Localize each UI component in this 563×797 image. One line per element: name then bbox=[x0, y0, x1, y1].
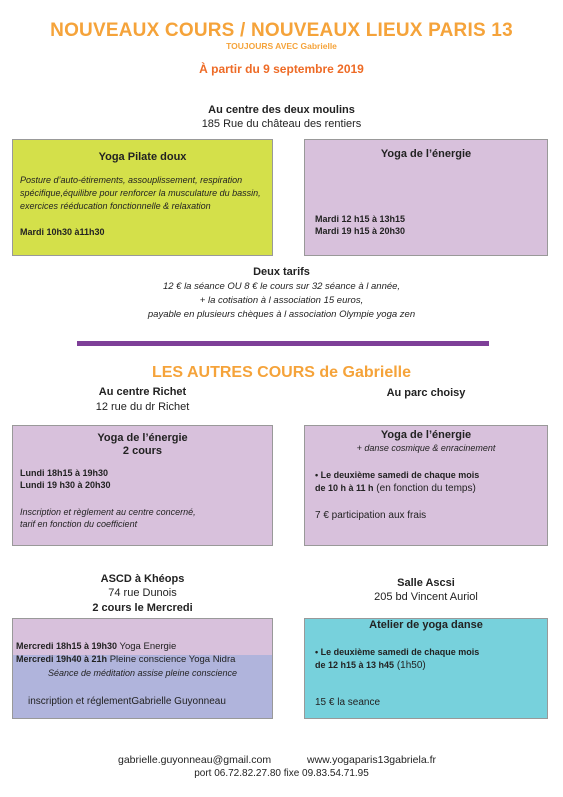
tarif-line-1: 12 € la séance OU 8 € le cours sur 32 séance à l année, bbox=[162, 281, 401, 292]
course-line-3: Séance de méditation assise pleine conscience bbox=[47, 668, 238, 678]
course-description: Posture d’auto-étirements, assouplissement, respiration spécifique,équilibre pour renforcer la musculature du bassin, exercices rééducation fonctionnelle & relaxation bbox=[20, 175, 261, 211]
section-title-other-courses: LES AUTRES COURS de Gabrielle bbox=[151, 364, 411, 381]
course-price: 7 € participation aux frais bbox=[315, 510, 427, 521]
course-title: Yoga de l’énergie bbox=[380, 429, 472, 441]
section-divider bbox=[77, 341, 489, 346]
footer-email: gabrielle.guyonneau@gmail.com bbox=[118, 754, 272, 766]
course-bullet-2-duration: (1h50) bbox=[394, 660, 426, 671]
course-line-1-time: Mercredi 18h15 à 19h30 bbox=[16, 641, 118, 651]
location-address-ascsi: 205 bd Vincent Auriol bbox=[374, 591, 478, 603]
course-schedule-2: Lundi 19 h30 à 20h30 bbox=[20, 480, 111, 490]
course-title: Atelier de yoga danse bbox=[369, 619, 483, 631]
location-name-richet: Au centre Richet bbox=[98, 386, 187, 398]
page-subtitle: TOUJOURS AVEC Gabrielle bbox=[226, 41, 337, 51]
tarif-line-2: + la cotisation à l association 15 euros, bbox=[199, 295, 364, 306]
course-card-ascsi bbox=[304, 618, 548, 719]
location-name-kheops: ASCD à Khéops bbox=[100, 573, 185, 585]
course-bullet-1: • Le deuxième samedi de chaque mois bbox=[315, 470, 480, 480]
course-subtitle: + danse cosmique & enracinement bbox=[356, 443, 496, 453]
location-address-moulins: 185 Rue du château des rentiers bbox=[201, 118, 362, 130]
course-note-2: tarif en fonction du coefficient bbox=[20, 519, 138, 529]
tarifs-title: Deux tarifs bbox=[253, 266, 310, 278]
footer-website: www.yogaparis13gabriela.fr bbox=[307, 754, 436, 766]
page-title: NOUVEAUX COURS / NOUVEAUX LIEUX PARIS 13 bbox=[50, 20, 513, 41]
location-address-kheops: 74 rue Dunois bbox=[108, 587, 177, 599]
location-name-choisy: Au parc choisy bbox=[386, 387, 466, 399]
course-line-2-time: Mercredi 19h40 à 21h bbox=[16, 654, 108, 664]
course-title: Yoga Pilate doux bbox=[98, 151, 187, 163]
course-bullet-2-time: de 10 h à 11 h bbox=[315, 483, 374, 493]
course-bullet-2-note: (en fonction du temps) bbox=[373, 483, 476, 494]
course-line-2-name: Pleine conscience Yoga Nidra bbox=[107, 654, 236, 665]
course-bullet-2 bbox=[315, 660, 426, 671]
course-line-4: inscription et réglementGabrielle Guyonneau bbox=[28, 696, 226, 707]
course-line-2 bbox=[16, 654, 235, 665]
course-schedule-2: Mardi 19 h15 à 20h30 bbox=[315, 226, 406, 236]
course-card-choisy bbox=[304, 425, 548, 546]
location-name-ascsi: Salle Ascsi bbox=[397, 577, 455, 589]
course-bullet-1: • Le deuxième samedi de chaque mois bbox=[315, 647, 480, 657]
course-title: Yoga de l’énergie bbox=[97, 432, 188, 444]
course-bullet-2 bbox=[315, 483, 476, 494]
start-date: À partir du 9 septembre 2019 bbox=[199, 62, 364, 76]
course-bullet-2-time: de 12 h15 à 13 h45 bbox=[315, 660, 395, 670]
course-schedule-1: Mardi 12 h15 à 13h15 bbox=[315, 214, 406, 224]
course-card-richet bbox=[12, 425, 273, 546]
course-price: 15 € la seance bbox=[315, 697, 381, 708]
course-line-1-name: Yoga Energie bbox=[117, 641, 177, 652]
location-address-richet: 12 rue du dr Richet bbox=[95, 401, 190, 413]
course-line-1 bbox=[16, 641, 176, 652]
course-card-yoga-pilate bbox=[12, 139, 273, 256]
course-schedule-1: Lundi 18h15 à 19h30 bbox=[20, 468, 109, 478]
tarif-line-3: payable en plusieurs chèques à l association Olympie yoga zen bbox=[147, 309, 416, 320]
course-title: Yoga de l’énergie bbox=[380, 148, 472, 160]
course-subtitle: 2 cours bbox=[122, 445, 163, 457]
course-schedule: Mardi 10h30 à11h30 bbox=[20, 227, 105, 237]
location-name-moulins: Au centre des deux moulins bbox=[208, 104, 355, 116]
course-card-yoga-energie-moulins bbox=[304, 139, 548, 256]
course-title-kheops: 2 cours le Mercredi bbox=[92, 602, 193, 614]
footer-phones: port 06.72.82.27.80 fixe 09.83.54.71.95 bbox=[194, 768, 369, 779]
course-note-1: Inscription et règlement au centre concerné, bbox=[20, 507, 196, 517]
